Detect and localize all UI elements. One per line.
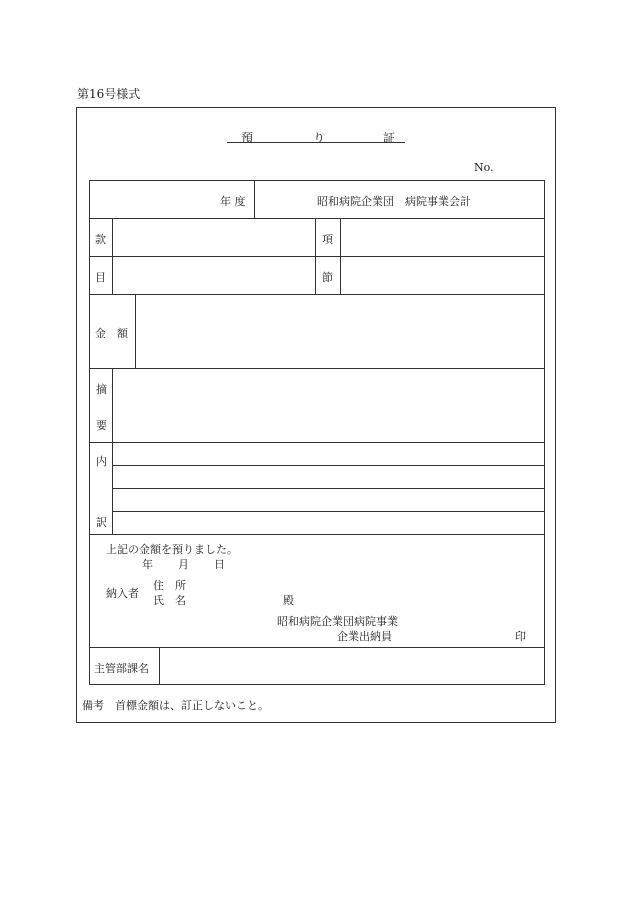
moku-label: 目	[95, 271, 106, 284]
divider-row-3	[89, 294, 545, 295]
breakdown-label-top: 内	[96, 455, 107, 468]
organization-line: 昭和病院企業団病院事業	[277, 615, 398, 628]
accounting-name: 昭和病院企業団 病院事業会計	[317, 195, 471, 208]
title-underline	[227, 142, 405, 143]
title-char-3: 証	[383, 131, 396, 145]
divider-breakdown-1	[112, 465, 545, 466]
kou-label: 項	[322, 233, 333, 246]
divider-breakdown-3	[112, 511, 545, 512]
department-label: 主管部課名	[94, 662, 149, 675]
seal-label: 印	[515, 630, 526, 643]
divider-department	[159, 647, 160, 685]
breakdown-label-bottom: 訳	[96, 516, 107, 529]
remarks: 備考 首標金額は、訂正しないこと。	[82, 699, 269, 712]
form-number: 第16号様式	[77, 87, 141, 101]
title-char-1: 預	[241, 131, 254, 145]
honorific-dono: 殿	[283, 594, 294, 607]
divider-year	[254, 180, 255, 218]
number-label: No.	[474, 161, 494, 174]
receipt-month: 月	[178, 558, 189, 571]
cashier-label: 企業出納員	[337, 630, 392, 643]
amount-label: 金 額	[95, 327, 128, 340]
receipt-statement: 上記の金額を預りました。	[106, 543, 238, 556]
setsu-label: 節	[322, 271, 333, 284]
divider-kan-moku	[112, 218, 113, 294]
divider-kou-setsu-left	[315, 218, 316, 294]
divider-summary-breakdown	[112, 368, 113, 534]
title-char-2: り	[313, 131, 326, 145]
payer-label: 納入者	[106, 587, 139, 600]
divider-row-4	[89, 368, 545, 369]
divider-row-1	[89, 218, 545, 219]
address-label: 住 所	[153, 579, 186, 592]
divider-kou-setsu-right	[340, 218, 341, 294]
kan-label: 款	[95, 233, 106, 246]
divider-row-6	[89, 534, 545, 535]
divider-breakdown-2	[112, 488, 545, 489]
receipt-day: 日	[214, 558, 225, 571]
divider-row-5	[89, 442, 545, 443]
divider-row-2	[89, 256, 545, 257]
receipt-year: 年	[142, 558, 153, 571]
divider-row-7	[89, 647, 545, 648]
summary-label-bottom: 要	[96, 419, 107, 432]
fiscal-year-label: 年 度	[220, 195, 246, 208]
name-label: 氏 名	[153, 594, 186, 607]
summary-label-top: 摘	[96, 383, 107, 396]
divider-amount	[135, 294, 136, 368]
